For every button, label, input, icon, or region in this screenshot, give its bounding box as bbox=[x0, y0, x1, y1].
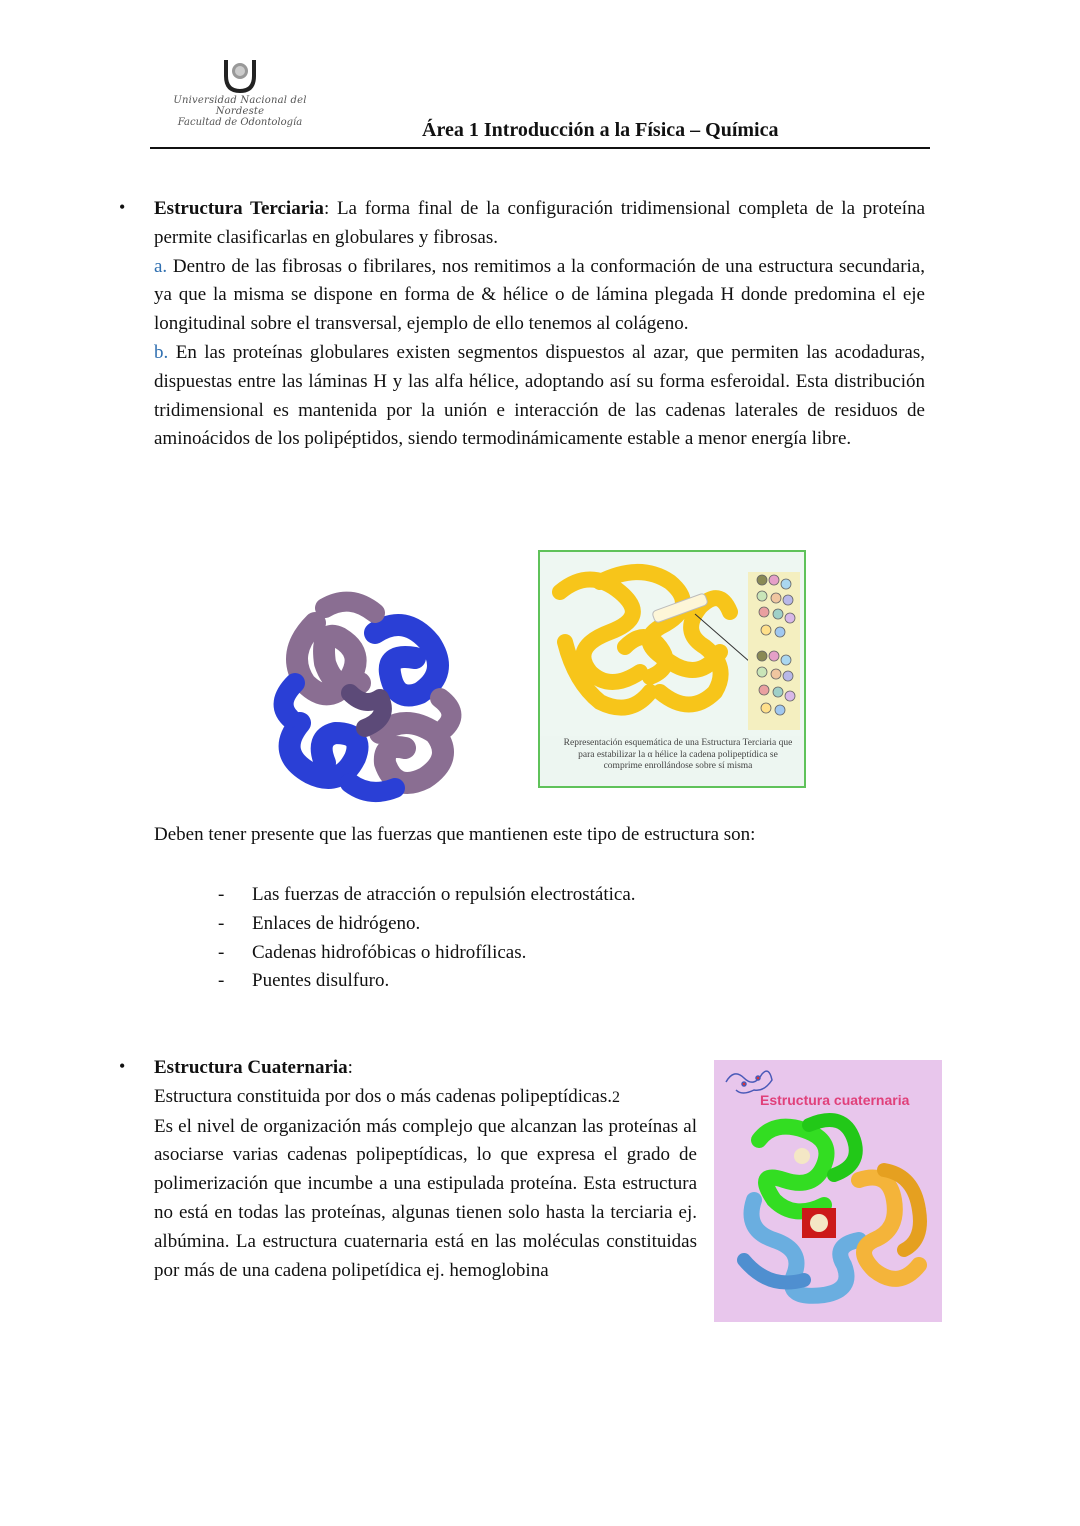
forces-intro: Deben tener presente que las fuerzas que mantienen este tipo de estructura son: bbox=[154, 824, 756, 845]
university-emblem-icon bbox=[223, 58, 257, 94]
section-cuaternaria bbox=[154, 1054, 697, 1285]
force-item-1: Las fuerzas de atracción o repulsión electrostática. bbox=[252, 884, 636, 905]
item-a-marker: a. bbox=[154, 255, 168, 277]
quaternary-structure-figure bbox=[714, 1060, 942, 1322]
globular-protein-image bbox=[255, 583, 475, 813]
cuaternaria-definition: Estructura constituida por dos o más cadenas polipeptídicas. bbox=[154, 1085, 612, 1107]
section-terciaria bbox=[154, 195, 925, 454]
list-dash: - bbox=[218, 912, 225, 934]
terciaria-item-b bbox=[154, 339, 925, 454]
list-dash: - bbox=[218, 970, 225, 992]
logo-university-name: Universidad Nacional del Nordeste bbox=[173, 95, 307, 117]
list-item bbox=[218, 939, 636, 968]
list-item bbox=[218, 910, 636, 939]
list-dash: - bbox=[218, 941, 225, 963]
terciaria-heading: Estructura Terciaria bbox=[154, 198, 324, 219]
header-divider bbox=[150, 147, 930, 149]
force-item-4: Puentes disulfuro. bbox=[252, 970, 390, 992]
footnote-ref: 2 bbox=[612, 1088, 620, 1106]
figure-caption: Representación esquemática de una Estructura Terciaria que para estabilizar la α hélice la cadena polipeptídica se comprime enrollándose sobre sí misma bbox=[563, 738, 793, 771]
page-header bbox=[150, 58, 930, 150]
force-item-3: Cadenas hidrofóbicas o hidrofílicas. bbox=[252, 941, 527, 963]
cuaternaria-line1 bbox=[154, 1083, 697, 1113]
quaternary-image-title: Estructura cuaternaria bbox=[760, 1092, 910, 1108]
logo-faculty-name: Facultad de Odontología bbox=[177, 117, 303, 128]
bullet-cuaternaria: • bbox=[119, 1056, 126, 1076]
cuaternaria-heading: Estructura Cuaternaria bbox=[154, 1057, 348, 1078]
item-b-text: En las proteínas globulares existen segmentos dispuestos al azar, que permiten las acodaduras, dispuestas entre las láminas H y las alfa hélice, adoptando así su forma esferoidal. Esta distribución tridimensional es mantenida por la unión e interacción de las cadenas laterales de residuos de aminoácidos de los polipéptidos, siendo termodinámicamente estable a menor energía libre. bbox=[154, 341, 925, 450]
item-a-text: Dentro de las fibrosas o fibrilares, nos remitimos a la conformación de una estructura secundaria, ya que la misma se dispone en forma de & hélice o de lámina plegada H donde predomina el eje longitudinal sobre el transversal, ejemplo de ello tenemos al colágeno. bbox=[154, 255, 925, 335]
terciaria-intro-text: : La forma final de la configuración tridimensional completa de la proteína permite clasificarlas en globulares y fibrosas. bbox=[154, 198, 926, 248]
university-logo bbox=[150, 58, 330, 138]
figures-row bbox=[255, 545, 815, 795]
list-item bbox=[218, 967, 636, 996]
item-b-marker: b. bbox=[154, 341, 169, 363]
force-item-2: Enlaces de hidrógeno. bbox=[252, 912, 421, 934]
terciaria-item-a bbox=[154, 253, 925, 339]
list-dash: - bbox=[218, 884, 225, 905]
page-title: Área 1 Introducción a la Física – Química bbox=[422, 119, 779, 141]
cuaternaria-body: Es el nivel de organización más complejo que alcanzan las proteínas al asociarse varias cadenas polipeptídicas, lo que expresa el grado de polimerización que incumbe a una estipulada proteína. Esta estructura no está en todas las proteínas, algunas tienen solo hasta la terciaria ej. albúmina. La estructura cuaternaria está en las moléculas constituidas por más de una cadena polipetídica ej. hemoglobina bbox=[154, 1115, 697, 1281]
tertiary-structure-image bbox=[540, 552, 804, 736]
bullet-terciaria: • bbox=[119, 197, 126, 217]
terciaria-intro bbox=[154, 195, 925, 253]
heading-colon: : bbox=[347, 1057, 353, 1078]
list-item bbox=[218, 881, 636, 910]
tertiary-structure-figure bbox=[538, 550, 806, 788]
forces-list bbox=[218, 881, 636, 996]
cuaternaria-heading-line bbox=[154, 1054, 697, 1083]
